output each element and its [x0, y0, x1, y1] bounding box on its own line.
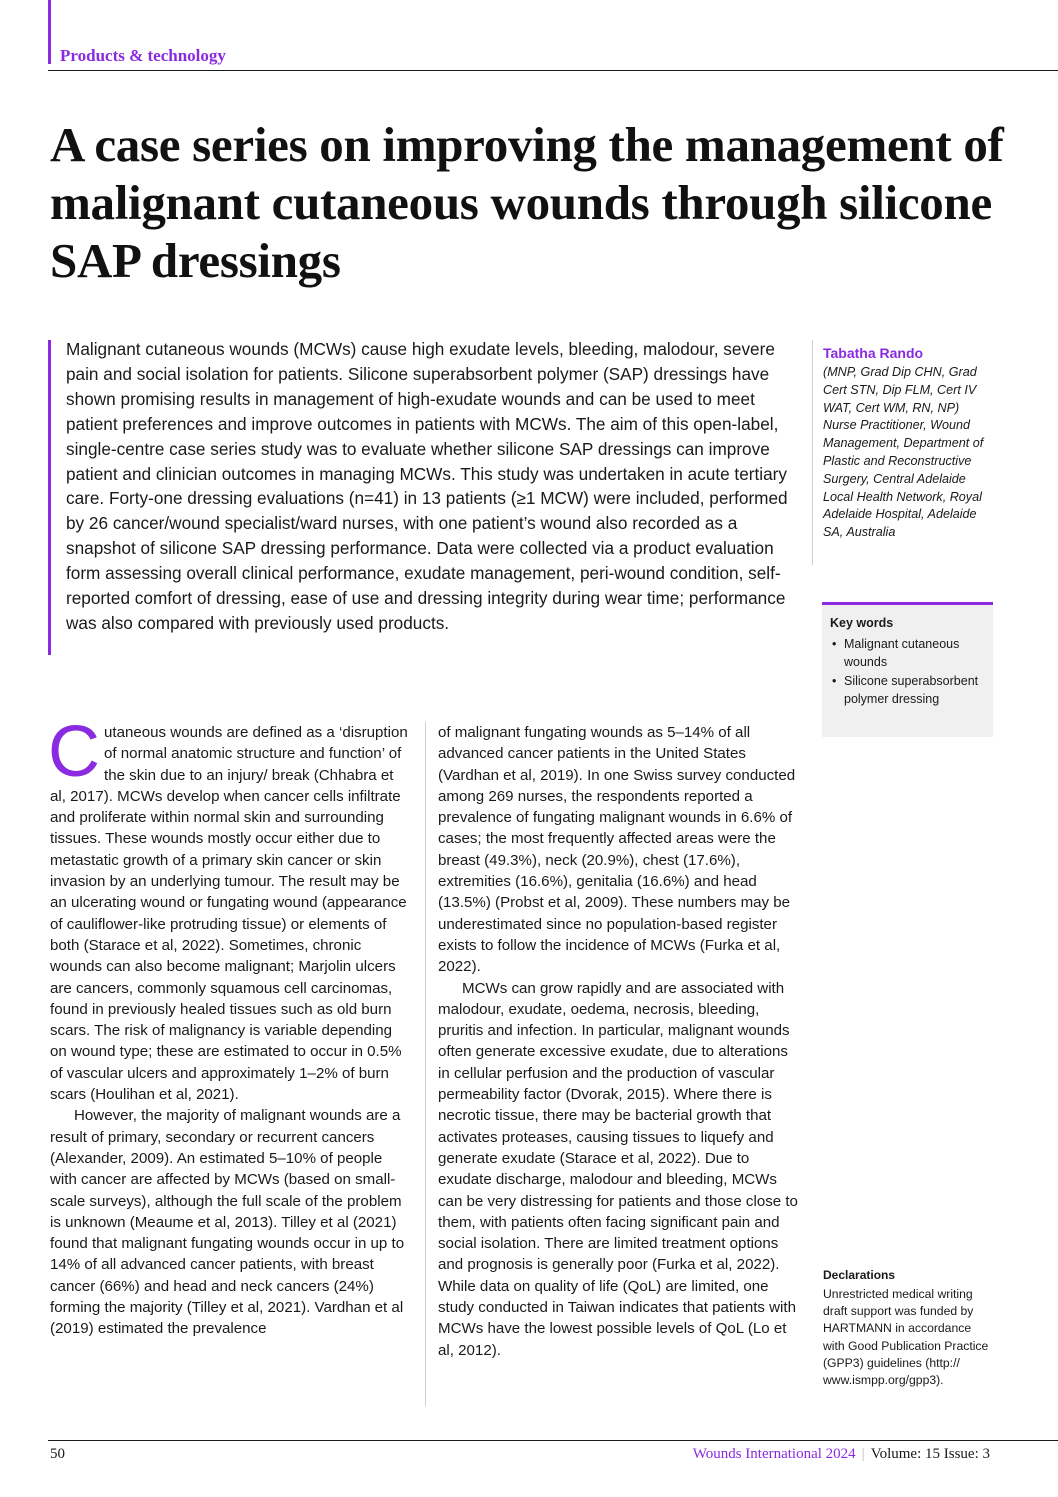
- drop-cap: C: [48, 712, 100, 792]
- section-accent-bar: [48, 0, 51, 64]
- body-paragraph: However, the majority of malignant wounds are a result of primary, secondary or recurrent cancers (Alexander, 2009). An estimated 5–10% of people with cancer are affected by MCWs (based on small-scale surveys), although the full scale of the problem is unknown (Meaume et al, 2013). Tilley et al (2021) found that malignant fungating wounds occur in up to 14% of all advanced cancer patients, with breast cancer (66%) and head and neck cancers (24%) forming the majority (Tilley et al, 2021). Vardhan et al (2019) estimated the prevalence: [50, 1107, 405, 1338]
- body-paragraph: [48, 712, 412, 1105]
- body-paragraph: MCWs can grow rapidly and are associated with malodour, exudate, oedema, necrosis, bleeding, pruritis and infection. In particular, malignant wounds often generate excessive exudate, due to alterations in cellular perfusion and the production of vascular permeability factor (Dvorak, 2015). Where there is necrotic tissue, there may be bacterial growth that activates proteases, causing tissues to liquefy and generate exudate (Starace et al, 2022). Due to exudate discharge, malodour and bleeding, MCWs can be very distressing for patients and those close to them, with patients often facing significant pain and social isolation. There are limited treatment options and prognosis is generally poor (Furka et al, 2022). While data on quality of life (QoL) are limited, one study conducted in Taiwan indicates that patients with MCWs have the lowest possible levels of QoL (Lo et al, 2012).: [438, 979, 798, 1359]
- author-name: Tabatha Rando: [823, 345, 924, 361]
- body-column-2: [438, 722, 798, 1361]
- keywords-heading: Key words: [830, 616, 894, 630]
- article-title: A case series on improving the management of malignant cutaneous wounds through silicone SAP dressings: [50, 117, 1004, 288]
- body-paragraph: of malignant fungating wounds as 5–14% of all advanced cancer patients in the United States (Vardhan et al, 2019). In one Swiss survey conducted among 269 nurses, the respondents reported a prevalence of fungating malignant wounds in 6.6% of cases; the most frequently affected areas were the breast (49.3%), neck (20.9%), chest (17.6%), extremities (16.6%), genitalia (16.6%) and head (13.5%) (Probst et al, 2009). These numbers may be underestimated since no population-based register exists to follow the incidence of MCWs (Furka et al, 2022).: [438, 724, 796, 976]
- footer-citation: [693, 1446, 990, 1463]
- author-credentials: (MNP, Grad Dip CHN, Grad Cert STN, Dip FLM, Cert IV WAT, Cert WM, RN, NP) Nurse Practitioner, Wound Management, Department of Plastic and Reconstructive Surgery, Central Adelaide Local Health Network, Royal Adelaide Hospital, Adelaide SA, Australia: [823, 365, 984, 540]
- journal-name: Wounds International 2024: [692, 1446, 856, 1462]
- issue-info: Volume: 15 Issue: 3: [870, 1446, 990, 1462]
- abstract: Malignant cutaneous wounds (MCWs) cause high exudate levels, bleeding, malodour, severe pain and social isolation for patients. Silicone superabsorbent polymer (SAP) dressings have shown promising results in management of high-exudate wounds and can be used to meet patient preferences and improve outcomes in patients with MCWs. The aim of this open-label, single-centre case series study was to evaluate whether silicone SAP dressings can improve patient and clinician outcomes in managing MCWs. This study was undertaken in acute tertiary care. Forty-one dressing evaluations (n=41) in 13 patients (≥1 MCW) were included, performed by 26 cancer/wound specialist/ward nurses, with one patient’s wound also recorded as a snapshot of silicone SAP dressing performance. Data were collected via a product evaluation form assessing overall clinical performance, exudate management, peri-wound condition, self-reported comfort of dressing, ease of use and dressing integrity during wear time; performance was also compared with previously used products.: [66, 339, 788, 633]
- page-number: 50: [50, 1446, 65, 1462]
- keywords-box: [822, 602, 993, 737]
- column-divider: [425, 722, 426, 1406]
- declarations-heading: Declarations: [823, 1268, 896, 1282]
- keyword-item: • Malignant cutaneous wounds: [830, 636, 990, 671]
- declarations-text: Unrestricted medical writing draft support was funded by HARTMANN in accordance with Good Publication Practice (GPP3) guidelines (http:// www.ismpp.org/gpp3).: [823, 1287, 989, 1388]
- keyword-item: • Silicone superabsorbent polymer dressing: [830, 673, 990, 708]
- body-paragraph-text: utaneous wounds are defined as a ‘disruption of normal anatomic structure and function’ of the skin due to an injury/ break (Chhabra et al, 2017). MCWs develop when cancer cells infiltrate and proliferate within normal skin and surrounding tissues. These wounds mostly occur either due to metastatic growth of a primary skin cancer or skin invasion by an underlying tumour. The result may be an ulcerating wound or fungating wound (appearance of cauliflower-like protruding tissue) or elements of both (Starace et al, 2022). Sometimes, chronic wounds can also become malignant; Marjolin ulcers are cancers, commonly squamous cell carcinomas, found in previously healed tissues such as old burn scars. The risk of malignancy is variable depending on wound type; these are estimated to occur in 0.5% of vascular ulcers and approximately 1–2% of burn scars (Houlihan et al, 2021).: [50, 724, 408, 1104]
- keywords-list: [830, 636, 990, 710]
- section-label: Products & technology: [60, 46, 226, 65]
- footer-rule: [48, 1440, 1058, 1441]
- body-column-1: [48, 712, 412, 1340]
- header-rule: [48, 70, 1058, 71]
- footer-separator: |: [861, 1446, 865, 1462]
- author-divider: [812, 340, 813, 565]
- abstract-accent-bar: [48, 340, 51, 655]
